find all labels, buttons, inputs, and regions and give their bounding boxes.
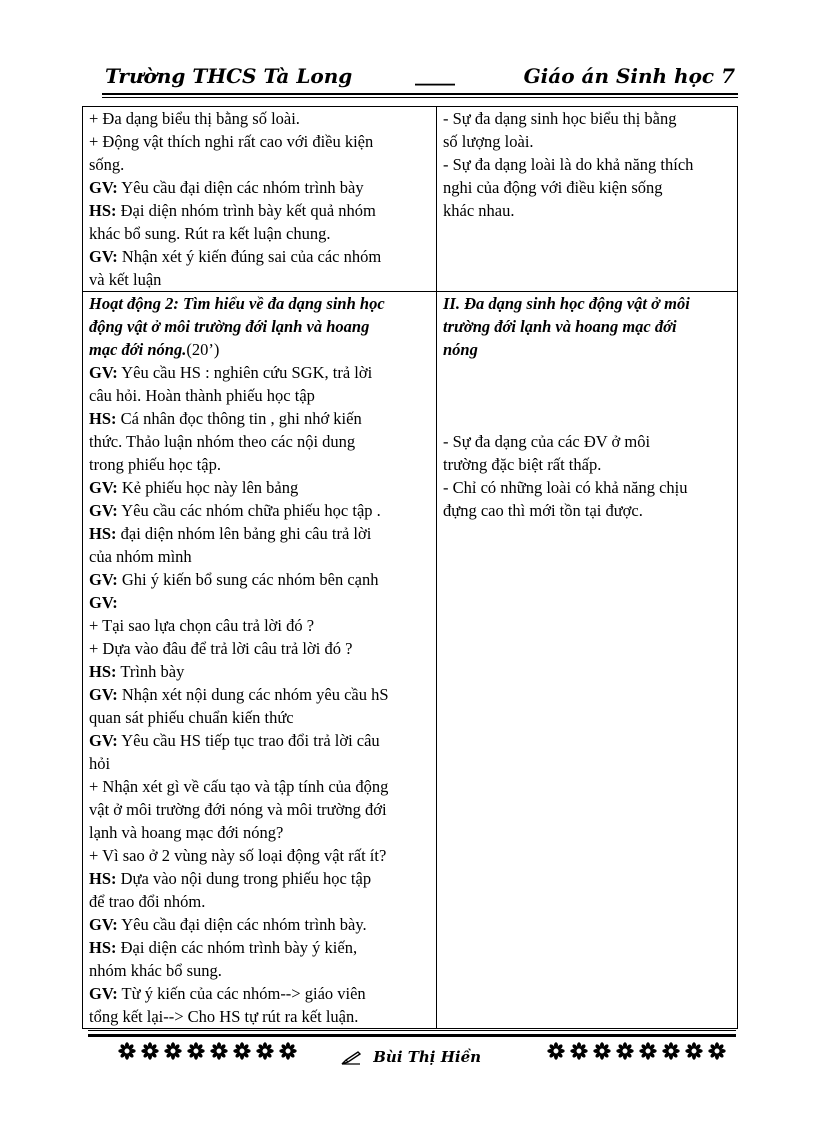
- speaker-label: HS:: [89, 524, 117, 543]
- text-line: [89, 936, 432, 959]
- text-line: [89, 499, 432, 522]
- content-cell: [437, 292, 738, 1029]
- speaker-label: GV:: [89, 363, 118, 382]
- speaker-text: Ghi ý kiến bổ sung các nhóm bên cạnh: [117, 570, 379, 589]
- text-line: vật ở môi trường đới nóng và môi trường đới: [89, 800, 387, 819]
- text-line: [89, 729, 432, 752]
- speaker-text: Đại diện các nhóm trình bày ý kiến,: [116, 938, 358, 957]
- footer-rule-thin: [88, 1030, 736, 1031]
- text-line: - Sự đa dạng sinh học biểu thị bằng: [443, 109, 677, 128]
- text-line: tổng kết lại--> Cho HS tự rút ra kết luận.: [89, 1007, 359, 1026]
- speaker-label: HS:: [89, 869, 117, 888]
- flower-icon: [568, 1040, 590, 1062]
- header-separator: ____: [415, 62, 455, 86]
- text-line: [89, 683, 432, 706]
- text-line: lạnh và hoang mạc đới nóng?: [89, 823, 284, 842]
- speaker-label: GV:: [89, 593, 118, 612]
- speaker-label: HS:: [89, 938, 117, 957]
- speaker-text: Từ ý kiến của các nhóm--> giáo viên: [117, 984, 366, 1003]
- flower-icon: [660, 1040, 682, 1062]
- flower-icon: [545, 1040, 567, 1062]
- table-row: [83, 292, 738, 1029]
- flower-icon: [683, 1040, 705, 1062]
- teacher-activity-cell: [83, 292, 437, 1029]
- subject-title: Giáo án Sinh học 7: [523, 64, 735, 88]
- flower-icon: [116, 1040, 138, 1062]
- text-line: - Sự đa dạng của các ĐV ở môi: [443, 432, 651, 451]
- text-line: [89, 660, 432, 683]
- text-line: + Dựa vào đâu để trả lời câu trả lời đó ?: [89, 639, 353, 658]
- text-line: - Chỉ có những loài có khả năng chịu: [443, 478, 688, 497]
- text-line: + Đa dạng biểu thị bằng số loài.: [89, 109, 300, 128]
- text-line: để trao đổi nhóm.: [89, 892, 206, 911]
- activity-title-line: động vật ở môi trường đới lạnh và hoang: [89, 317, 370, 336]
- text-line: + Vì sao ở 2 vùng này số loại động vật rất ít?: [89, 846, 387, 865]
- speaker-text: Yêu cầu HS : nghiên cứu SGK, trả lời: [117, 363, 373, 382]
- speaker-text: Nhận xét nội dung các nhóm yêu cầu hS: [117, 685, 389, 704]
- footer-rule: [88, 1034, 736, 1037]
- speaker-label: HS:: [89, 201, 117, 220]
- text-line: [89, 361, 432, 384]
- activity-steps: [89, 361, 432, 1028]
- author-name: Bùi Thị Hiền: [373, 1048, 482, 1066]
- author-signature: [340, 1048, 481, 1066]
- text-line: khác bổ sung. Rút ra kết luận chung.: [89, 224, 331, 243]
- speaker-text: Kẻ phiếu học này lên bảng: [117, 478, 299, 497]
- speaker-text: Đại diện nhóm trình bày kết quả nhóm: [116, 201, 376, 220]
- header-rule: [102, 93, 738, 95]
- text-line: [89, 591, 432, 614]
- pen-icon: [340, 1050, 362, 1066]
- flower-icon: [254, 1040, 276, 1062]
- text-line: trong phiếu học tập.: [89, 455, 221, 474]
- activity-title-end: mạc đới nóng.: [89, 340, 187, 359]
- flower-icon: [185, 1040, 207, 1062]
- flower-ornament-right: [545, 1040, 728, 1066]
- speaker-label: GV:: [89, 478, 118, 497]
- flower-icon: [706, 1040, 728, 1062]
- speaker-label: HS:: [89, 409, 117, 428]
- text-line: - Sự đa dạng loài là do khả năng thích: [443, 155, 694, 174]
- text-line: [89, 913, 432, 936]
- text-line: thức. Thảo luận nhóm theo các nội dung: [89, 432, 356, 451]
- speaker-label: GV:: [89, 570, 118, 589]
- speaker-text: Yêu cầu HS tiếp tục trao đổi trả lời câu: [117, 731, 380, 750]
- flower-icon: [231, 1040, 253, 1062]
- text-line: [89, 522, 432, 545]
- text-line: nhóm khác bổ sung.: [89, 961, 222, 980]
- section-title-line: trường đới lạnh và hoang mạc đới: [443, 317, 677, 336]
- speaker-label: GV:: [89, 685, 118, 704]
- flower-icon: [208, 1040, 230, 1062]
- text-line: [89, 245, 432, 268]
- flower-icon: [139, 1040, 161, 1062]
- text-line: của nhóm mình: [89, 547, 192, 566]
- speaker-text: Trình bày: [116, 662, 185, 681]
- text-line: [89, 476, 432, 499]
- table-row: [83, 107, 738, 292]
- header-rule-thin: [102, 97, 738, 98]
- section-content: [443, 430, 733, 522]
- speaker-label: GV:: [89, 731, 118, 750]
- teacher-activity-cell: [83, 107, 437, 292]
- activity-time: (20’): [186, 340, 220, 359]
- page-header: [105, 62, 735, 92]
- activity-title-line: [89, 338, 432, 361]
- text-line: [89, 199, 432, 222]
- text-line: nghi của động với điều kiện sống: [443, 178, 663, 197]
- text-line: câu hỏi. Hoàn thành phiếu học tập: [89, 386, 315, 405]
- speaker-text: Nhận xét ý kiến đúng sai của các nhóm: [117, 247, 382, 266]
- text-line: [89, 568, 432, 591]
- speaker-text: Cá nhân đọc thông tin , ghi nhớ kiến: [116, 409, 362, 428]
- speaker-text: Yêu cầu đại diện các nhóm trình bày: [117, 178, 364, 197]
- text-line: đựng cao thì mới tồn tại được.: [443, 501, 643, 520]
- speaker-label: HS:: [89, 662, 117, 681]
- speaker-label: GV:: [89, 501, 118, 520]
- text-line: [89, 176, 432, 199]
- speaker-text: Yêu cầu đại diện các nhóm trình bày.: [117, 915, 367, 934]
- spacer: [443, 361, 733, 430]
- speaker-label: GV:: [89, 178, 118, 197]
- flower-icon: [637, 1040, 659, 1062]
- flower-icon: [591, 1040, 613, 1062]
- lesson-table: [82, 106, 738, 1029]
- flower-icon: [614, 1040, 636, 1062]
- speaker-text: Dựa vào nội dung trong phiếu học tập: [116, 869, 372, 888]
- speaker-text: Yêu cầu các nhóm chữa phiếu học tập .: [117, 501, 381, 520]
- speaker-label: GV:: [89, 915, 118, 934]
- flower-icon: [162, 1040, 184, 1062]
- flower-icon: [277, 1040, 299, 1062]
- text-line: và kết luận: [89, 270, 162, 289]
- text-line: khác nhau.: [443, 201, 515, 220]
- text-line: [89, 982, 432, 1005]
- text-line: trường đặc biệt rất thấp.: [443, 455, 602, 474]
- text-line: + Động vật thích nghi rất cao với điều kiện: [89, 132, 374, 151]
- text-line: số lượng loài.: [443, 132, 534, 151]
- speaker-label: GV:: [89, 247, 118, 266]
- content-cell: [437, 107, 738, 292]
- section-title-line: II. Đa dạng sinh học động vật ở môi: [443, 294, 690, 313]
- speaker-label: GV:: [89, 984, 118, 1003]
- text-line: sống.: [89, 155, 125, 174]
- text-line: [89, 867, 432, 890]
- text-line: hỏi: [89, 754, 111, 773]
- text-line: quan sát phiếu chuẩn kiến thức: [89, 708, 294, 727]
- text-line: + Tại sao lựa chọn câu trả lời đó ?: [89, 616, 315, 635]
- text-line: + Nhận xét gì về cấu tạo và tập tính của động: [89, 777, 389, 796]
- flower-ornament-left: [116, 1040, 299, 1066]
- activity-title-line: Hoạt động 2: Tìm hiểu về đa dạng sinh học: [89, 294, 385, 313]
- speaker-text: đại diện nhóm lên bảng ghi câu trả lời: [116, 524, 372, 543]
- section-title-line: nóng: [443, 340, 478, 359]
- text-line: [89, 407, 432, 430]
- school-name: Trường THCS Tà Long: [105, 64, 353, 88]
